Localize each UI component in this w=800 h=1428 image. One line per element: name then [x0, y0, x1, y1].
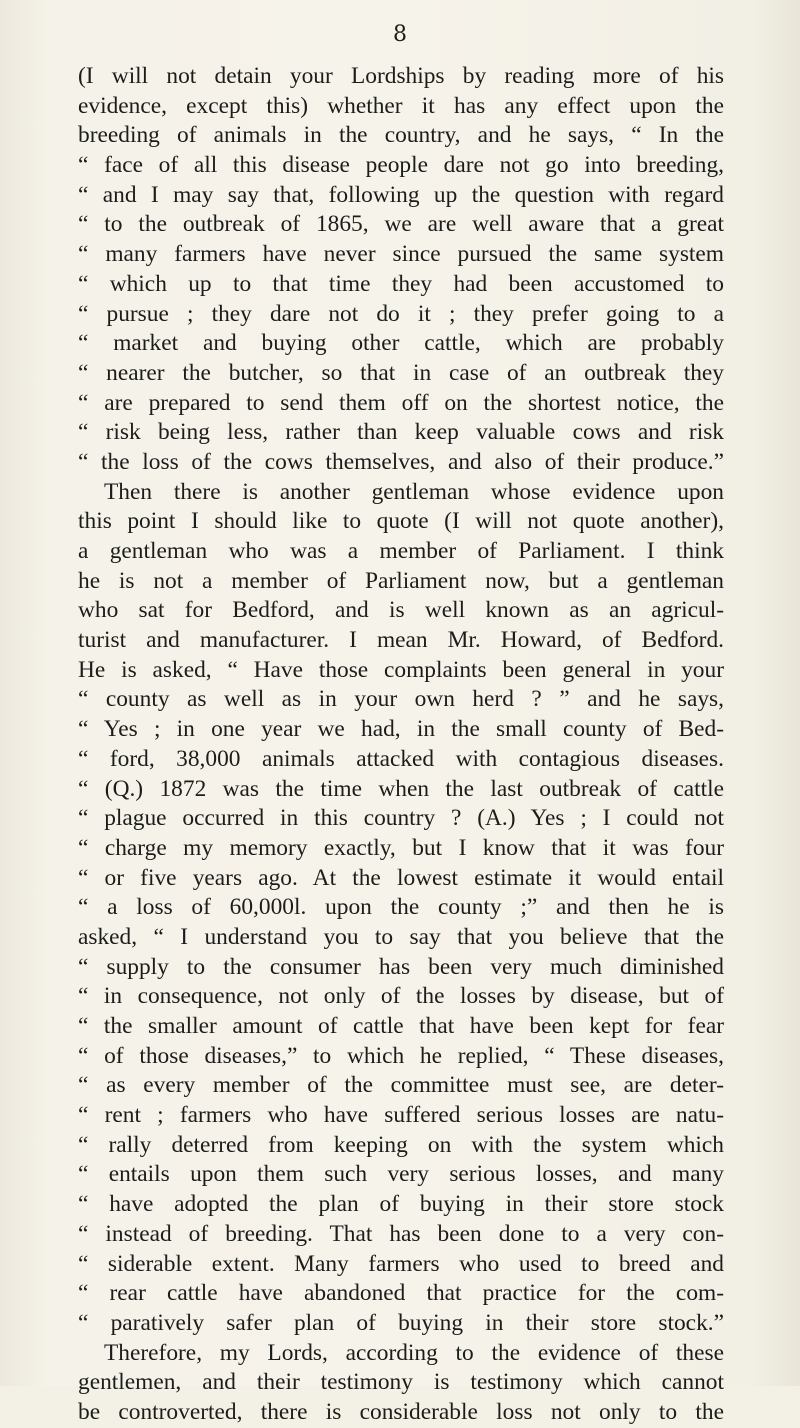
text-line: Therefore, my Lords, according to the evidence of these — [104, 1339, 724, 1366]
text-line: “ the smaller amount of cattle that have been kept for fear — [78, 1013, 724, 1039]
text-line: “ which up to that time they had been accustomed to — [78, 270, 724, 297]
text-line: “ risk being less, rather than keep valuable cows and risk — [78, 419, 724, 446]
text-line: “ (Q.) 1872 was the time when the last outbreak of cattle — [78, 775, 724, 802]
text-line: “ siderable extent. Many farmers who used to breed and — [78, 1250, 724, 1277]
text-line: “ many farmers have never since pursued the same system — [78, 241, 724, 268]
text-line: “ entails upon them such very serious losses, and many — [78, 1161, 724, 1188]
text-line: (I will not detain your Lordships by reading more of his — [78, 63, 724, 89]
text-line: he is not a member of Parliament now, but a gentleman — [78, 567, 724, 594]
text-line: “ or five years ago. At the lowest estimate it would entail — [78, 864, 724, 891]
text-line: “ Yes ; in one year we had, in the small county of Bed- — [78, 716, 724, 743]
text-line: “ charge my memory exactly, but I know that it was four — [78, 834, 724, 861]
text-line: “ pursue ; they dare not do it ; they prefer going to a — [78, 300, 724, 327]
text-line: Then there is another gentleman whose evidence upon — [104, 478, 724, 505]
text-line: this point I should like to quote (I will not quote another), — [78, 508, 724, 535]
text-line: “ rally deterred from keeping on with the system which — [78, 1131, 724, 1158]
text-line: “ a loss of 60,000l. upon the county ;” and then he is — [78, 894, 724, 921]
body-text — [78, 62, 724, 1428]
text-line: “ nearer the butcher, so that in case of an outbreak they — [78, 359, 724, 386]
text-line: “ rent ; farmers who have suffered serious losses are natu- — [78, 1102, 724, 1129]
text-line: breeding of animals in the country, and he says, “ In the — [78, 122, 724, 149]
text-line: “ county as well as in your own herd ? ” and he says, — [78, 686, 724, 713]
text-line: “ as every member of the committee must see, are deter- — [78, 1072, 724, 1099]
text-line: “ have adopted the plan of buying in their store stock — [78, 1191, 724, 1218]
text-line: asked, “ I understand you to say that you believe that the — [78, 923, 724, 950]
text-line: “ and I may say that, following up the question with regard — [78, 181, 724, 208]
text-line: “ rear cattle have abandoned that practice for the com- — [78, 1280, 724, 1307]
text-line: turist and manufacturer. I mean Mr. Howard, of Bedford. — [78, 627, 724, 654]
text-line: evidence, except this) whether it has any effect upon the — [78, 92, 724, 119]
page-number: 8 — [393, 22, 407, 47]
text-line: “ are prepared to send them off on the shortest notice, the — [78, 389, 724, 416]
text-line: “ market and buying other cattle, which are probably — [78, 330, 724, 357]
text-line: gentlemen, and their testimony is testimony which cannot — [78, 1369, 724, 1396]
text-line: “ plague occurred in this country ? (A.) Yes ; I could not — [78, 805, 724, 832]
text-line: “ ford, 38,000 animals attacked with contagious diseases. — [78, 745, 724, 772]
text-line: “ the loss of the cows themselves, and also of their produce.” — [78, 448, 724, 475]
text-line: who sat for Bedford, and is well known as an agricul- — [78, 597, 724, 624]
text-line: “ face of all this disease people dare not go into breeding, — [78, 152, 724, 179]
text-line: be controverted, there is considerable loss not only to the — [78, 1398, 724, 1425]
text-line: He is asked, “ Have those complaints been general in your — [78, 656, 724, 683]
text-line: “ supply to the consumer has been very much diminished — [78, 953, 724, 980]
text-line: a gentleman who was a member of Parliament. I think — [78, 538, 724, 564]
text-line: “ of those diseases,” to which he replied, “ These diseases, — [78, 1042, 724, 1069]
text-line: “ instead of breeding. That has been done to a very con- — [78, 1220, 724, 1247]
text-line: “ paratively safer plan of buying in their store stock.” — [78, 1309, 724, 1336]
text-line: “ to the outbreak of 1865, we are well aware that a great — [78, 211, 724, 238]
text-line: “ in consequence, not only of the losses by disease, but of — [78, 983, 724, 1010]
